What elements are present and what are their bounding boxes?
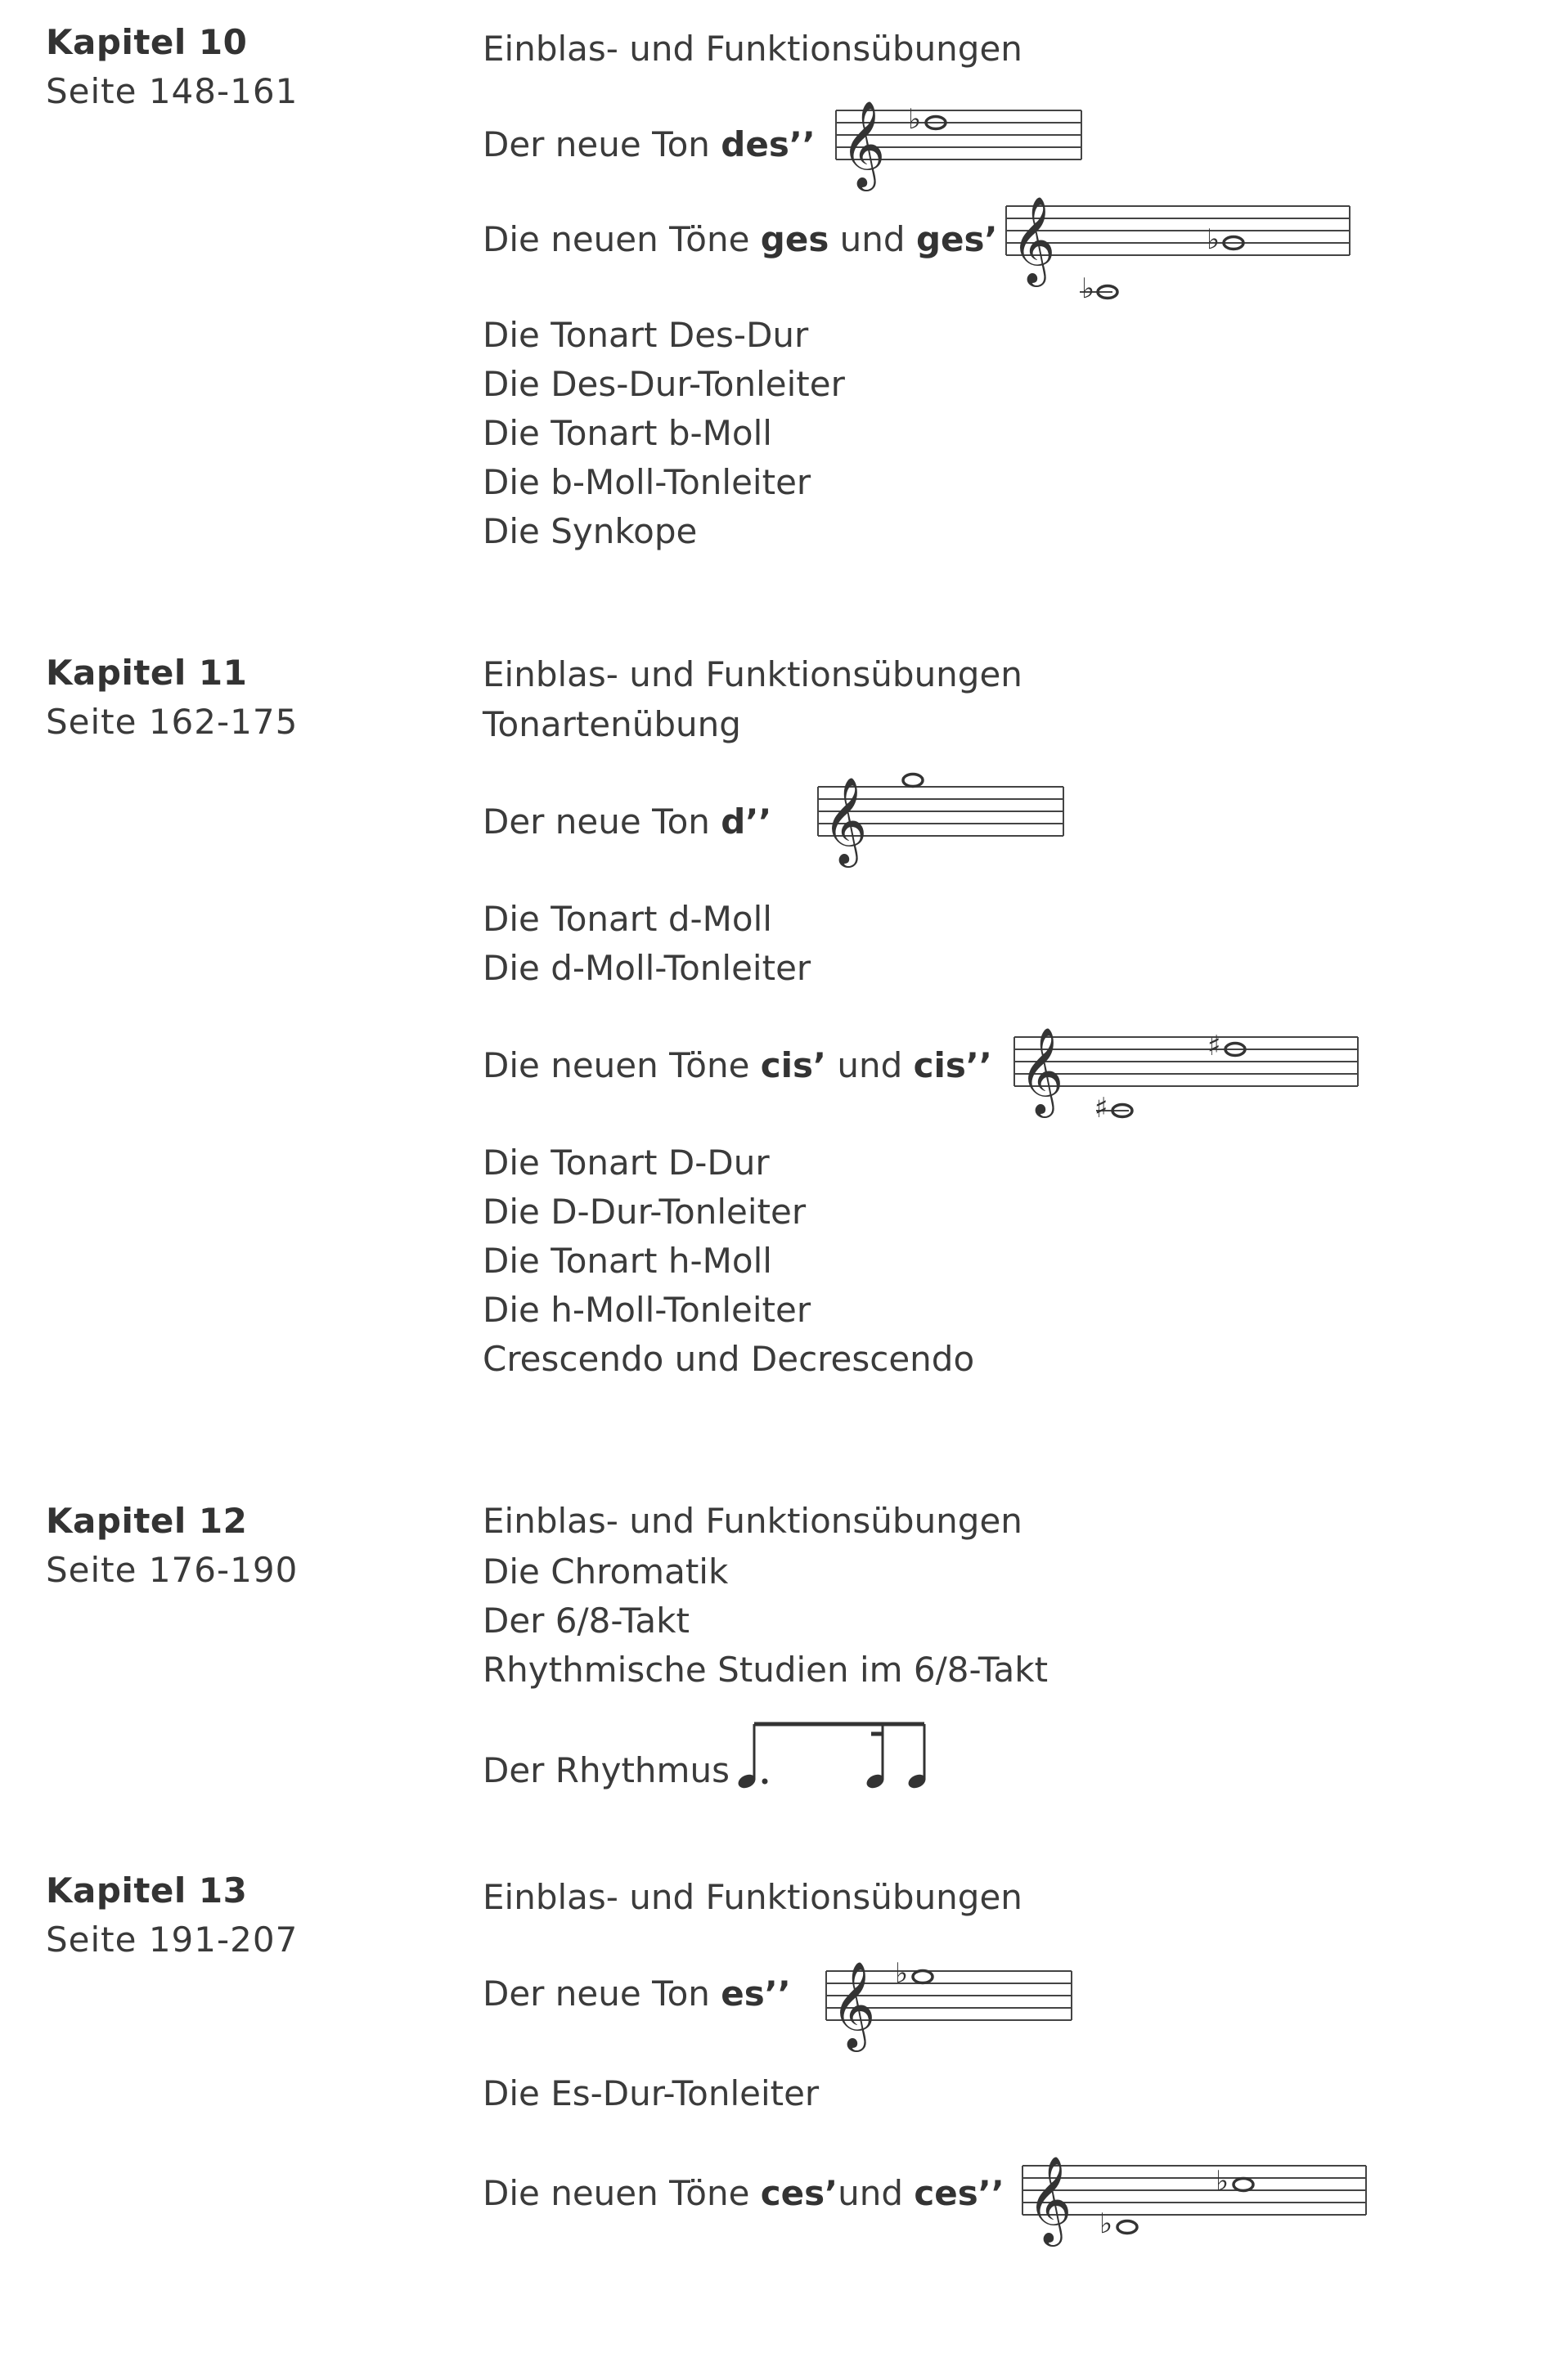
dotted-quarter-note-icon <box>736 1724 768 1790</box>
ch12-item-chromatik: Die Chromatik <box>483 1551 729 1592</box>
ch11-item-tonartenuebung: Tonartenübung <box>483 704 741 744</box>
chapter-pages: Seite 162-175 <box>46 702 299 742</box>
flat-icon: ♭ <box>1099 2207 1113 2240</box>
staff-cis <box>1014 1013 1366 1152</box>
ch13-item-new-tone-es: Der neue Ton es’’ <box>483 1974 791 2014</box>
ch12-item-einblas: Einblas- und Funktionsübungen <box>483 1501 1022 1541</box>
chapter-title: Kapitel 12 <box>46 1501 248 1541</box>
ch10-item-tonart-bmoll: Die Tonart b-Moll <box>483 413 772 453</box>
ch13-item-new-tones-ces: Die neuen Töne ces’und ces’’ <box>483 2173 1004 2213</box>
ch11-item-tonart-ddur: Die Tonart D-Dur <box>483 1143 770 1183</box>
ch12-item-rhythmische-studien: Rhythmische Studien im 6/8-Takt <box>483 1650 1049 1690</box>
ch10-item-new-tones-ges: Die neuen Töne ges und ges’ <box>483 219 998 259</box>
treble-clef-icon: 𝄞 <box>823 776 868 864</box>
flat-icon: ♭ <box>895 1957 909 1990</box>
treble-clef-icon: 𝄞 <box>1011 195 1056 283</box>
sharp-icon: ♯ <box>1094 1092 1108 1125</box>
whole-note-icon <box>903 775 923 787</box>
ch10-item-bmoll-tonleiter: Die b-Moll-Tonleiter <box>483 462 811 502</box>
ch11-item-tonart-hmoll: Die Tonart h-Moll <box>483 1241 772 1281</box>
flat-icon: ♭ <box>1216 2165 1229 2198</box>
ch11-item-ddur-tonleiter: Die D-Dur-Tonleiter <box>483 1192 807 1232</box>
sharp-icon: ♯ <box>1207 1030 1221 1062</box>
staff-d2 <box>818 762 1072 877</box>
ch12-item-rhythmus: Der Rhythmus <box>483 1750 730 1790</box>
whole-note-icon <box>1117 2221 1137 2234</box>
ch11-item-einblas: Einblas- und Funktionsübungen <box>483 654 1022 694</box>
whole-note-icon <box>1234 2179 1253 2191</box>
ch10-item-synkope: Die Synkope <box>483 511 698 551</box>
ch10-item-tonart-desdur: Die Tonart Des-Dur <box>483 315 809 355</box>
chapter-12-label <box>46 1497 298 1595</box>
sixteenth-note-icon <box>865 1724 886 1790</box>
chapter-pages: Seite 191-207 <box>46 1920 299 1960</box>
ch11-item-hmoll-tonleiter: Die h-Moll-Tonleiter <box>483 1290 811 1330</box>
ch11-item-crescendo: Crescendo und Decrescendo <box>483 1339 975 1379</box>
ch13-item-es-dur-tonleiter: Die Es-Dur-Tonleiter <box>483 2073 820 2113</box>
ch13-item-einblas: Einblas- und Funktionsübungen <box>483 1877 1022 1917</box>
treble-clef-icon: 𝄞 <box>831 1960 876 2048</box>
chapter-title: Kapitel 10 <box>46 22 248 62</box>
ch11-item-new-tones-cis: Die neuen Töne cis’ und cis’’ <box>483 1045 992 1085</box>
chapter-11-label <box>46 649 298 747</box>
ch10-item-desdur-tonleiter: Die Des-Dur-Tonleiter <box>483 364 845 404</box>
staff-ces <box>1022 2141 1374 2280</box>
ch11-item-tonart-dmoll: Die Tonart d-Moll <box>483 899 772 939</box>
rhythm-figure <box>732 1718 937 1803</box>
staff-es2 <box>826 1947 1080 2061</box>
treble-clef-icon: 𝄞 <box>1019 1026 1064 1114</box>
chapter-10-label <box>46 18 298 116</box>
flat-icon: ♭ <box>908 103 922 136</box>
flat-icon: ♭ <box>1207 223 1220 256</box>
chapter-title: Kapitel 11 <box>46 653 248 693</box>
chapter-pages: Seite 176-190 <box>46 1550 299 1590</box>
ch10-item-einblas: Einblas- und Funktionsübungen <box>483 29 1022 69</box>
chapter-13-label <box>46 1866 298 1965</box>
ch12-item-6-8-takt: Der 6/8-Takt <box>483 1601 690 1641</box>
ch10-item-new-tone-des: Der neue Ton des’’ <box>483 124 816 164</box>
ch11-item-dmoll-tonleiter: Die d-Moll-Tonleiter <box>483 948 811 988</box>
chapter-title: Kapitel 13 <box>46 1870 248 1911</box>
treble-clef-icon: 𝄞 <box>841 100 886 187</box>
whole-note-icon <box>913 1971 933 1983</box>
flat-icon: ♭ <box>1081 272 1095 305</box>
ch11-item-new-tone-d: Der neue Ton d’’ <box>483 802 772 842</box>
eighth-note-icon <box>906 1724 928 1790</box>
treble-clef-icon: 𝄞 <box>1027 2155 1072 2243</box>
staff-ges <box>1006 182 1358 321</box>
chapter-pages: Seite 148-161 <box>46 71 299 111</box>
